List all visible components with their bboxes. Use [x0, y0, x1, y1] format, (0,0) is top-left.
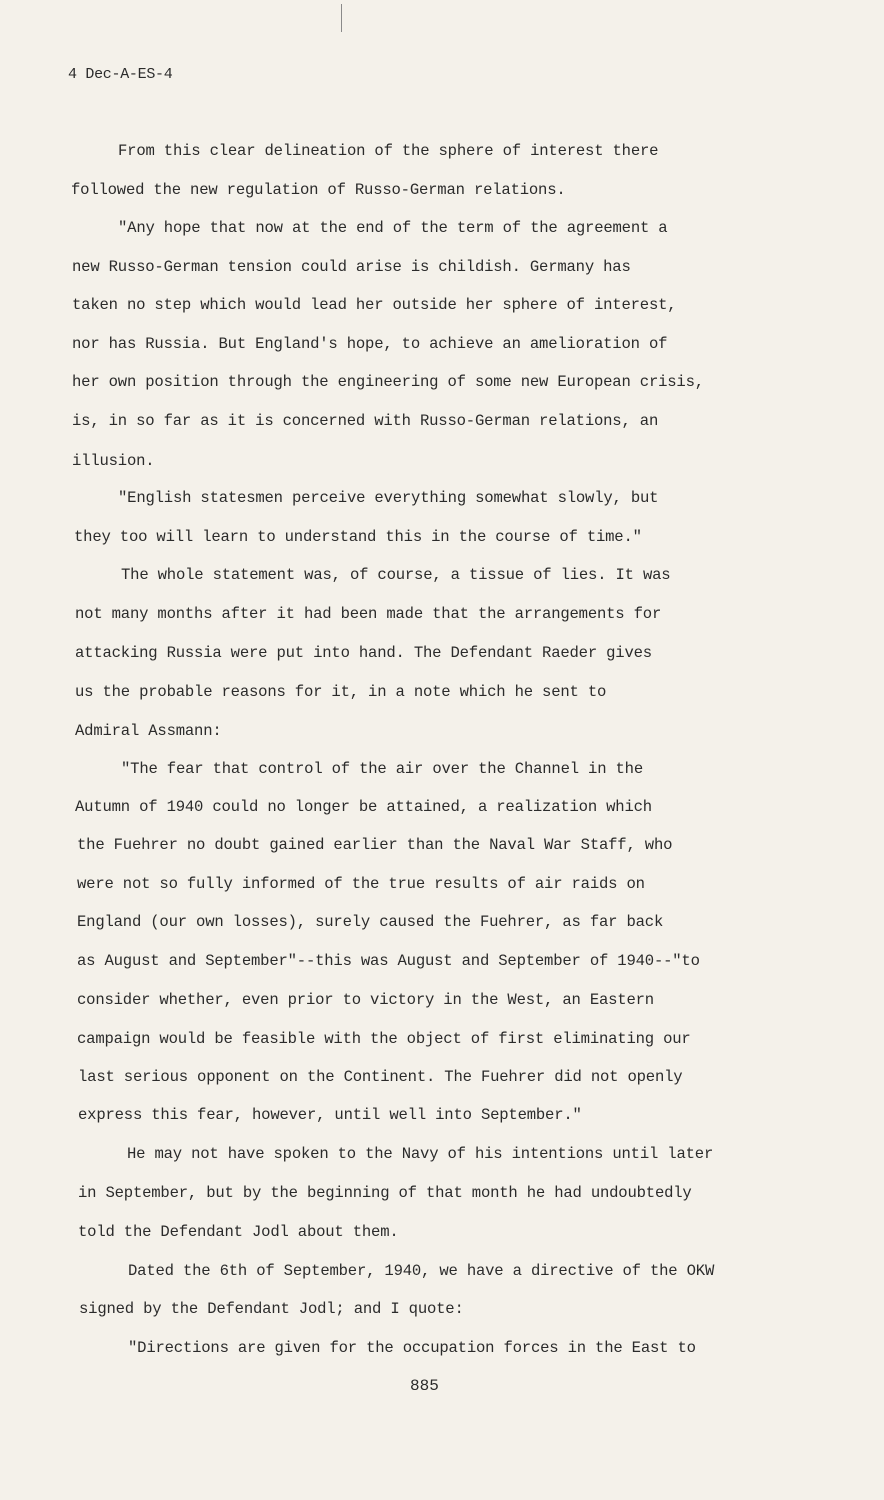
- text-line: as August and September"--this was August and September of 1940--"to: [77, 952, 700, 970]
- text-line: new Russo-German tension could arise is childish. Germany has: [72, 258, 631, 276]
- page-number: 885: [410, 1377, 439, 1395]
- text-line: followed the new regulation of Russo-German relations.: [71, 181, 566, 199]
- staple-mark: [341, 4, 342, 32]
- text-line: us the probable reasons for it, in a note which he sent to: [75, 683, 607, 701]
- text-line: express this fear, however, until well into September.": [78, 1106, 582, 1124]
- text-line: the Fuehrer no doubt gained earlier than the Naval War Staff, who: [77, 836, 673, 854]
- text-line: nor has Russia. But England's hope, to achieve an amelioration of: [72, 335, 668, 353]
- text-line: He may not have spoken to the Navy of his intentions until later: [127, 1145, 714, 1163]
- text-line: campaign would be feasible with the object of first eliminating our: [77, 1030, 691, 1048]
- text-line: "English statesmen perceive everything somewhat slowly, but: [118, 489, 659, 507]
- text-line: were not so fully informed of the true results of air raids on: [77, 875, 645, 893]
- text-line: "Directions are given for the occupation forces in the East to: [128, 1339, 696, 1357]
- text-line: her own position through the engineering of some new European crisis,: [72, 373, 704, 391]
- text-line: not many months after it had been made that the arrangements for: [75, 605, 662, 623]
- text-line: From this clear delineation of the sphere of interest there: [118, 142, 659, 160]
- text-line: signed by the Defendant Jodl; and I quote:: [79, 1300, 464, 1318]
- text-line: "The fear that control of the air over the Channel in the: [121, 760, 643, 778]
- text-line: consider whether, even prior to victory in the West, an Eastern: [77, 991, 654, 1009]
- document-reference: 4 Dec-A-ES-4: [68, 66, 173, 83]
- text-line: last serious opponent on the Continent. The Fuehrer did not openly: [78, 1068, 683, 1086]
- text-line: The whole statement was, of course, a tissue of lies. It was: [121, 566, 671, 584]
- text-line: Admiral Assmann:: [75, 722, 222, 740]
- text-line: England (our own losses), surely caused the Fuehrer, as far back: [77, 913, 664, 931]
- text-line: Autumn of 1940 could no longer be attained, a realization which: [75, 798, 652, 816]
- text-line: they too will learn to understand this in the course of time.": [74, 528, 642, 546]
- text-line: Dated the 6th of September, 1940, we have a directive of the OKW: [128, 1262, 715, 1280]
- text-line: told the Defendant Jodl about them.: [78, 1223, 399, 1241]
- text-line: in September, but by the beginning of that month he had undoubtedly: [78, 1184, 692, 1202]
- text-line: attacking Russia were put into hand. The Defendant Raeder gives: [75, 644, 652, 662]
- text-line: is, in so far as it is concerned with Russo-German relations, an: [72, 412, 659, 430]
- text-line: illusion.: [72, 452, 155, 470]
- text-line: taken no step which would lead her outside her sphere of interest,: [72, 296, 677, 314]
- text-line: "Any hope that now at the end of the term of the agreement a: [118, 219, 668, 237]
